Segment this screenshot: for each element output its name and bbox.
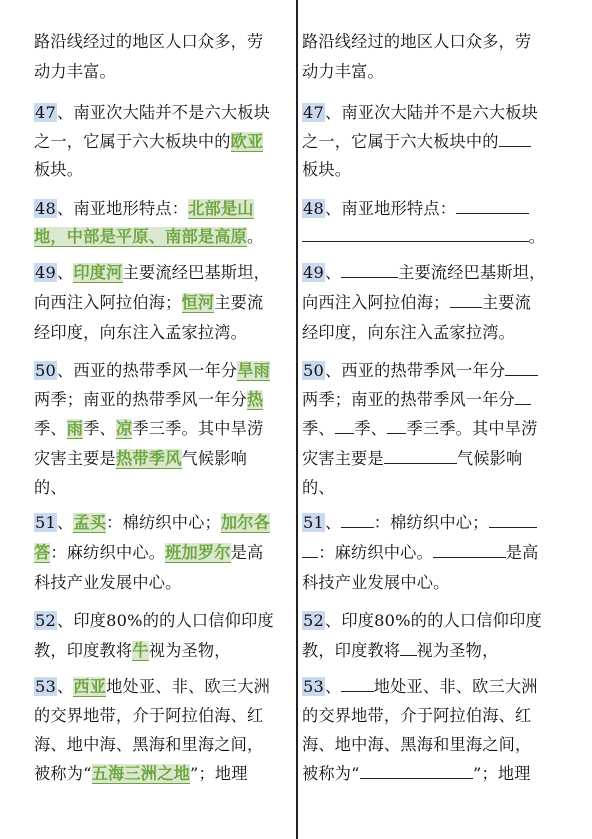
line-text: ：棉纺织中心；: [106, 513, 221, 532]
answer-blank: [387, 418, 406, 434]
text-line: [34, 477, 67, 499]
text-line: [302, 61, 384, 83]
line-text: 科技产业发展中心。: [302, 573, 450, 592]
answer-highlight: 印度河: [73, 263, 123, 282]
text-line: [34, 734, 263, 756]
text-line: [302, 676, 538, 698]
answer-blank: [341, 262, 398, 278]
answer-blank: [302, 542, 318, 558]
line-text: 季、: [83, 419, 116, 438]
line-text: 被称为“: [302, 764, 360, 783]
text-line: [34, 292, 263, 314]
line-text: 的、: [302, 478, 335, 497]
text-line: [34, 640, 231, 662]
line-text: 、: [57, 677, 74, 696]
text-line: [34, 262, 270, 284]
answer-highlight: 答: [34, 543, 51, 562]
line-text: 、南亚地形特点：: [57, 199, 189, 218]
line-text: 经印度，向东注入孟家拉湾。: [302, 323, 516, 342]
answer-highlight: 恒河: [181, 293, 215, 312]
line-text: 主要流: [214, 293, 264, 312]
question-number: 47: [303, 103, 324, 122]
line-text: 教，印度教将: [302, 641, 401, 660]
answer-blank: [302, 226, 529, 242]
text-line: [302, 705, 531, 727]
line-text: 地处亚、非、欧三大洲: [373, 677, 538, 696]
line-text: 经印度，向东注入孟家拉湾。: [34, 323, 248, 342]
line-text: 。: [528, 227, 546, 246]
line-text: 海、地中海、黑海和里海之间，: [34, 735, 264, 754]
question-number: 50: [35, 361, 56, 380]
line-text: 、: [57, 263, 74, 282]
line-text: ：麻纺织中心。: [50, 543, 166, 562]
line-text: 。: [247, 227, 264, 246]
answer-blank: [335, 418, 354, 434]
line-text: 气候影响: [456, 449, 523, 468]
answer-blank: [341, 512, 373, 528]
line-text: 季、: [34, 419, 67, 438]
line-text: 路沿线经过的地区人口众多，劳: [302, 32, 532, 51]
line-text: 、: [325, 263, 342, 282]
line-text: ”；地理: [189, 764, 248, 783]
text-line: [34, 763, 248, 785]
text-line: [302, 226, 545, 248]
line-text: 、: [325, 513, 342, 532]
text-line: [302, 159, 351, 181]
line-text: 主要流: [481, 293, 532, 312]
text-line: [34, 360, 270, 382]
line-text: 季三季。其中旱涝: [406, 419, 538, 438]
text-line: [302, 389, 531, 411]
answer-highlight: 西亚: [73, 677, 107, 696]
answer-highlight: 地，中部是平原、南部是高原: [34, 227, 248, 246]
text-line: [302, 292, 531, 314]
text-line: [302, 512, 537, 534]
question-number: 52: [35, 611, 56, 630]
text-line: [34, 226, 263, 248]
text-line: [34, 418, 263, 440]
text-line: [34, 389, 263, 411]
line-text: 季三季。其中旱涝: [132, 419, 264, 438]
line-text: 、南亚地形特点：: [325, 199, 457, 218]
line-text: 是高: [230, 543, 264, 562]
line-text: 灾害主要是: [34, 449, 116, 468]
line-text: 海、地中海、黑海和里海之间，: [302, 735, 532, 754]
text-line: [302, 734, 531, 756]
text-line: [302, 322, 515, 344]
line-text: 的交界地带，介于阿拉伯海、红: [34, 706, 264, 725]
text-line: [34, 572, 182, 594]
answer-highlight: 欧亚: [230, 132, 264, 151]
question-number: 48: [303, 199, 324, 218]
question-number: 53: [35, 677, 56, 696]
answer-blank: [450, 292, 482, 308]
answer-highlight: 热: [247, 390, 264, 409]
text-line: [302, 131, 531, 153]
line-text: 、南亚次大陆并不是六大板块: [57, 103, 271, 122]
text-line: [34, 512, 270, 534]
line-text: 、印度80%的的人口信仰印度: [57, 611, 274, 630]
question-number: 50: [303, 361, 324, 380]
text-line: [34, 102, 270, 124]
line-text: ：麻纺织中心。: [318, 543, 433, 562]
text-line: [34, 610, 274, 632]
line-text: 之一，它属于六大板块中的: [302, 132, 499, 151]
line-text: 路沿线经过的地区人口众多，劳: [34, 32, 264, 51]
line-text: 、: [325, 677, 342, 696]
line-text: 视为圣物，: [148, 641, 231, 660]
answer-highlight: 热带季风: [115, 449, 182, 468]
line-text: 、西亚的热带季风一年分: [57, 361, 238, 380]
line-text: 视为圣物，: [416, 641, 499, 660]
text-line: [34, 131, 263, 153]
text-line: [34, 159, 83, 181]
answer-highlight: 加尔各: [220, 513, 271, 532]
text-line: [302, 572, 450, 594]
text-line: [302, 610, 542, 632]
line-text: ：棉纺织中心；: [373, 513, 489, 532]
question-number: 48: [35, 199, 56, 218]
line-text: 两季；南亚的热带季风一年分: [34, 390, 248, 409]
text-line: [34, 542, 263, 564]
answer-highlight: 雨: [66, 419, 84, 438]
answer-highlight: 五海三洲之地: [91, 764, 190, 783]
answer-blank: [400, 640, 416, 656]
question-number: 53: [303, 677, 324, 696]
column-divider: [296, 0, 298, 839]
answer-highlight: 孟买: [73, 513, 107, 532]
line-text: 教，印度教将: [34, 641, 133, 660]
answer-blank: [384, 448, 457, 464]
answer-highlight: 班加罗尔: [165, 543, 231, 562]
line-text: 季、: [354, 419, 387, 438]
question-number: 47: [35, 103, 56, 122]
line-text: 之一，它属于六大板块中的: [34, 132, 231, 151]
line-text: 的、: [34, 478, 67, 497]
answer-blank: [433, 542, 506, 558]
line-text: 被称为“: [34, 764, 92, 783]
answer-blank: [360, 763, 473, 779]
text-line: [34, 31, 263, 53]
answer-blank: [341, 676, 373, 692]
text-line: [302, 477, 335, 499]
text-line: [302, 418, 538, 440]
line-text: 向西注入阿拉伯海；: [302, 293, 450, 312]
text-line: [34, 705, 263, 727]
text-line: [34, 198, 254, 220]
text-line: [34, 322, 247, 344]
line-text: 板块。: [34, 160, 84, 179]
line-text: 地处亚、非、欧三大洲: [106, 677, 271, 696]
answer-blank: [456, 198, 529, 214]
text-line: [302, 198, 529, 220]
text-line: [302, 542, 539, 564]
text-line: [34, 448, 247, 470]
text-line: [302, 360, 538, 382]
line-text: 、: [57, 513, 74, 532]
question-number: 51: [35, 513, 56, 532]
line-text: 是高: [505, 543, 539, 562]
text-line: [34, 676, 270, 698]
line-text: 主要流经巴基斯坦，: [398, 263, 546, 282]
text-line: [34, 61, 116, 83]
line-text: 科技产业发展中心。: [34, 573, 182, 592]
answer-highlight: 牛: [132, 641, 149, 660]
text-line: [302, 448, 522, 470]
text-line: [302, 262, 546, 284]
question-number: 52: [303, 611, 324, 630]
answer-blank: [489, 512, 538, 528]
text-line: [302, 763, 531, 785]
line-text: 两季；南亚的热带季风一年分: [302, 390, 516, 409]
line-text: 、南亚次大陆并不是六大板块: [325, 103, 539, 122]
answer-blank: [499, 131, 531, 147]
text-line: [302, 102, 538, 124]
line-text: 气候影响: [181, 449, 248, 468]
line-text: 的交界地带，介于阿拉伯海、红: [302, 706, 532, 725]
line-text: ”；地理: [473, 764, 531, 783]
answer-highlight: 北部是山: [188, 199, 254, 218]
text-line: [302, 640, 498, 662]
answer-highlight: 凉: [115, 419, 133, 438]
answer-highlight: 旱雨: [237, 361, 271, 380]
line-text: 板块。: [302, 160, 352, 179]
line-text: 、印度80%的的人口信仰印度: [325, 611, 542, 630]
answer-blank: [505, 360, 537, 376]
line-text: 动力丰富。: [302, 62, 384, 81]
line-text: 主要流经巴基斯坦，: [122, 263, 271, 282]
question-number: 51: [303, 513, 324, 532]
line-text: 动力丰富。: [34, 62, 116, 81]
text-line: [302, 31, 531, 53]
line-text: 向西注入阿拉伯海；: [34, 293, 182, 312]
question-number: 49: [303, 263, 324, 282]
line-text: 、西亚的热带季风一年分: [325, 361, 506, 380]
answer-blank: [515, 389, 531, 405]
question-number: 49: [35, 263, 56, 282]
line-text: 季、: [302, 419, 335, 438]
line-text: 灾害主要是: [302, 449, 384, 468]
